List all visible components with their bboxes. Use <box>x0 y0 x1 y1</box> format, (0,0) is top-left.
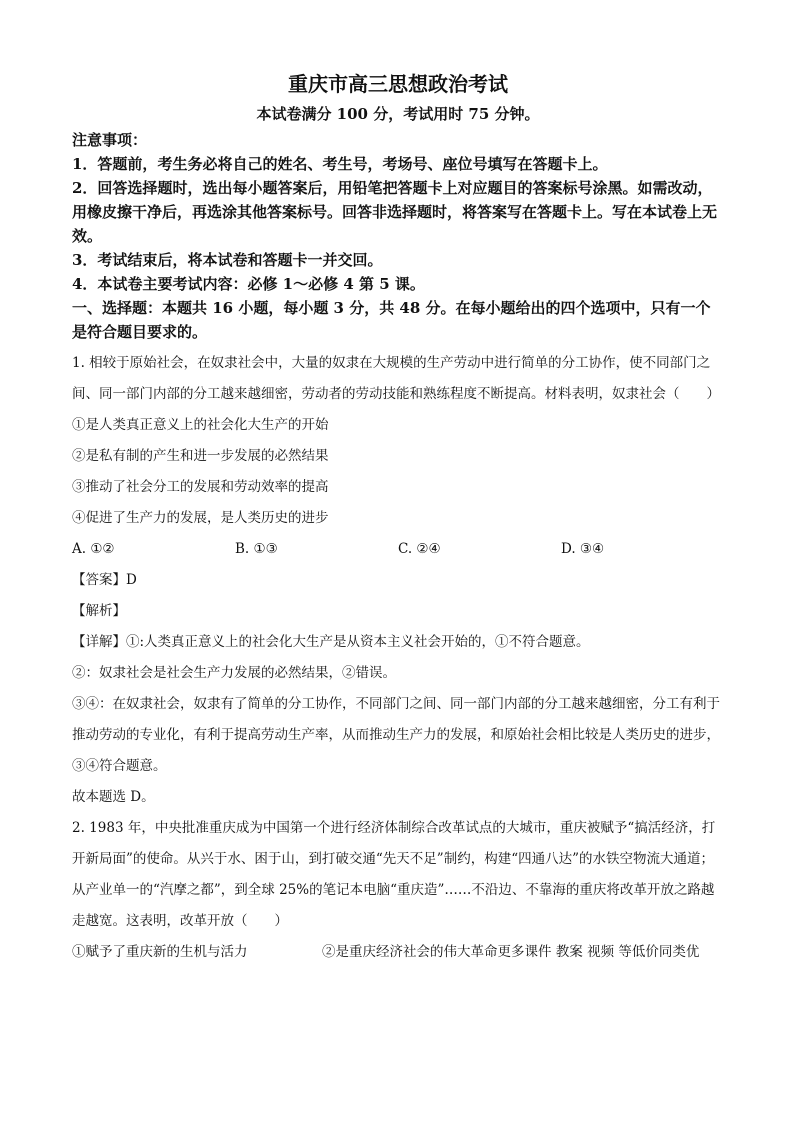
statement: ①是人类真正意义上的社会化大生产的开始 <box>72 417 329 433</box>
analysis-label: 【解析】 <box>72 603 126 619</box>
notice-block <box>72 128 724 296</box>
statement: ③推动了社会分工的发展和劳动效率的提高 <box>72 479 329 495</box>
statement: ①赋予了重庆新的生机与活力 <box>72 944 248 960</box>
statement: ④促进了生产力的发展，是人类历史的进步 <box>72 510 329 526</box>
statement: ②是重庆经济社会的伟大革命更多课件 教案 视频 等低价同类优 <box>322 944 700 960</box>
notice-heading: 注意事项： <box>72 131 148 149</box>
notice-item: 3．考试结束后，将本试卷和答题卡一并交回。 <box>72 251 383 269</box>
answer-options <box>72 534 724 565</box>
statement-row <box>72 937 724 968</box>
analysis-line: 【详解】①:人类真正意义上的社会化大生产是从资本主义社会开始的，①不符合题意。 <box>72 634 590 650</box>
option-c: C. ②④ <box>398 541 441 557</box>
question-2 <box>72 813 724 968</box>
option-b: B. ①③ <box>235 541 278 557</box>
option-a: A. ①② <box>72 541 115 557</box>
question-1 <box>72 348 724 813</box>
statement: ②是私有制的产生和进一步发展的必然结果 <box>72 448 329 464</box>
section-heading: 一、选择题：本题共 16 小题，每小题 3 分，共 48 分。在每小题给出的四个选项中，只有一个是符合题目要求的。 <box>72 299 711 341</box>
option-d: D. ③④ <box>561 541 605 557</box>
answer-label: 【答案】D <box>72 572 137 588</box>
notice-item: 2．回答选择题时，选出每小题答案后，用铅笔把答题卡上对应题目的答案标号涂黑。如需改动，用橡皮擦干净后，再选涂其他答案标号。回答非选择题时，将答案写在答题卡上。写在本试卷上无效。 <box>72 179 718 245</box>
exam-page <box>72 70 724 968</box>
question-stem: 1. 相较于原始社会，在奴隶社会中，大量的奴隶在大规模的生产劳动中进行简单的分工协作，使不同部门之间、同一部门内部的分工越来越细密，劳动者的劳动技能和熟练程度不断提高。材料表明，奴隶社会（ ） <box>72 355 720 402</box>
page-title: 重庆市高三思想政治考试 <box>288 72 508 96</box>
exam-subtitle: 本试卷满分 100 分，考试用时 75 分钟。 <box>256 105 540 123</box>
notice-item: 1．答题前，考生务必将自己的姓名、考生号，考场号、座位号填写在答题卡上。 <box>72 155 608 173</box>
notice-item: 4．本试卷主要考试内容：必修 1～必修 4 第 5 课。 <box>72 275 425 293</box>
analysis-line: 故本题选 D。 <box>72 789 155 805</box>
analysis-line: ②：奴隶社会是社会生产力发展的必然结果，②错误。 <box>72 665 396 681</box>
analysis-line: ③④：在奴隶社会，奴隶有了简单的分工协作，不同部门之间、同一部门内部的分工越来越细密，分工有利于推动劳动的专业化，有利于提高劳动生产率，从而推动生产力的发展，和原始社会相比较是人类历史的进步，③④符合题意。 <box>72 696 720 774</box>
question-stem: 2. 1983 年，中央批准重庆成为中国第一个进行经济体制综合改革试点的大城市，重庆被赋予“搞活经济，打开新局面”的使命。从兴于水、困于山，到打破交通“先天不足”制约，构建“四通八达”的水铁空物流大通道；从产业单一的“汽摩之都”，到全球 25%的笔记本电脑“重庆造”……不沿边、不靠海的重庆将改革开放之路越走越宽。这表明，改革开放（ ） <box>72 820 716 929</box>
